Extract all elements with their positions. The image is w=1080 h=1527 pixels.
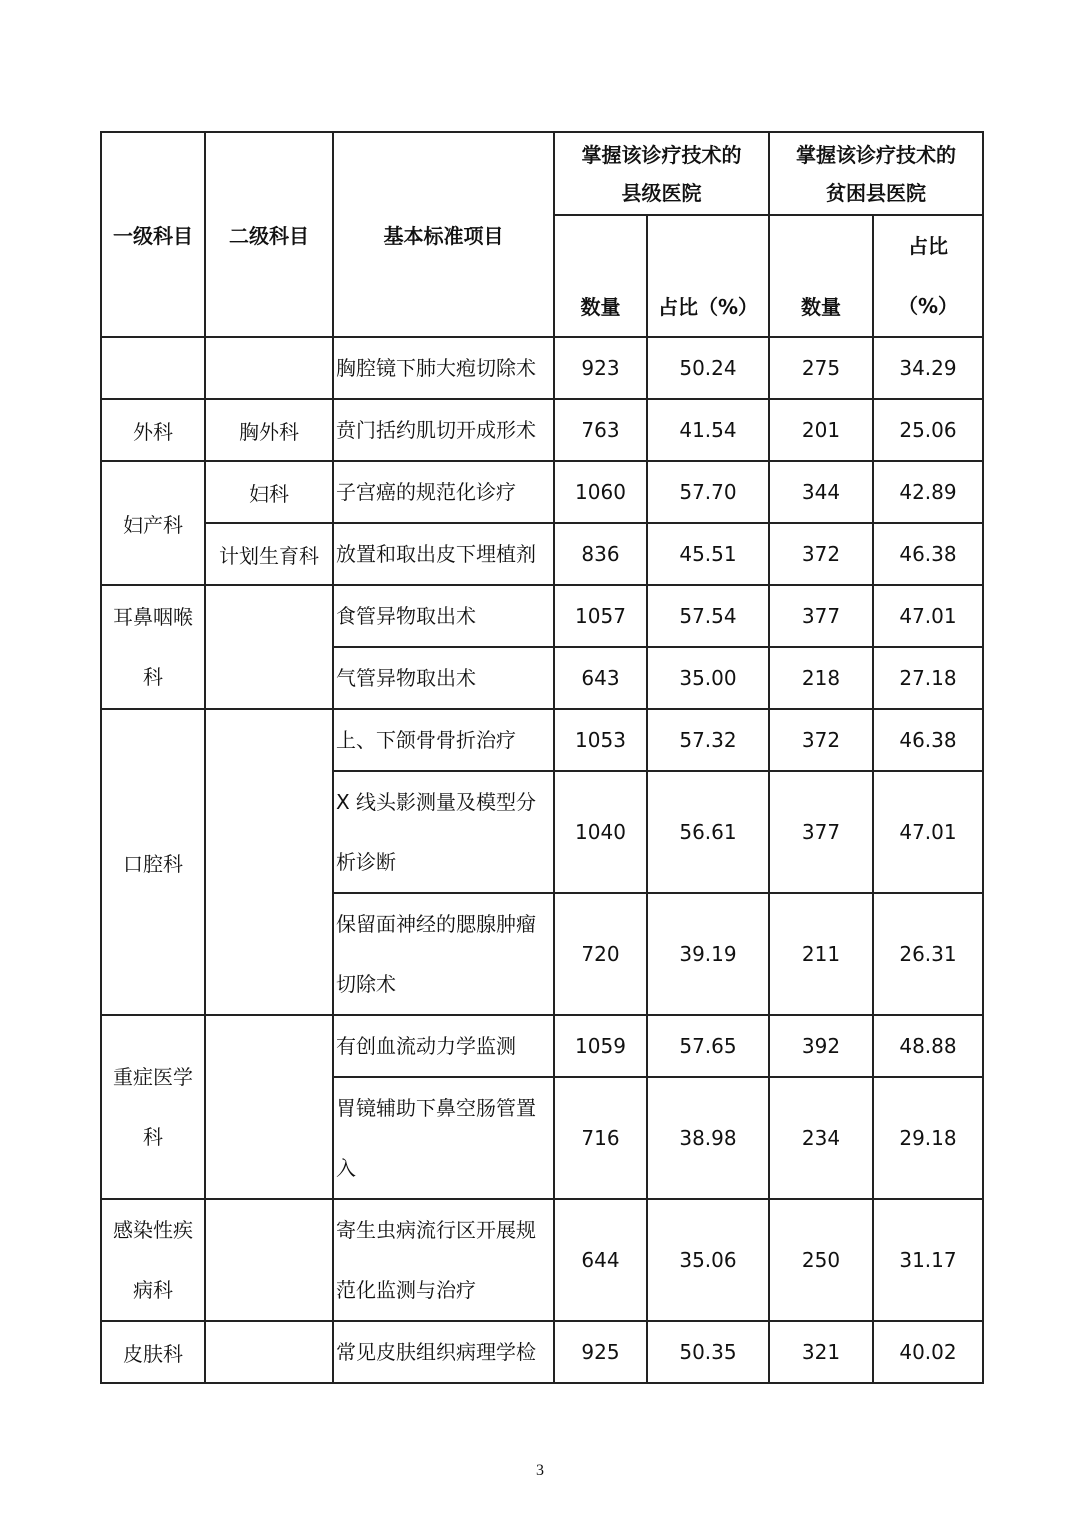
cell-ratio-2: 31.17 [873, 1199, 983, 1321]
cell-dept: 口腔科 [101, 709, 205, 1015]
cell-dept: 重症医学 科 [101, 1015, 205, 1199]
cell-sub [205, 709, 333, 1015]
cell-dept: 皮肤科 [101, 1321, 205, 1383]
cell-ratio-2: 47.01 [873, 585, 983, 647]
header-project: 基本标准项目 [333, 132, 554, 337]
table-row [101, 709, 983, 771]
cell-project: 常见皮肤组织病理学检 [333, 1321, 554, 1383]
cell-count-2: 377 [769, 771, 873, 893]
cell-ratio: 57.54 [647, 585, 769, 647]
cell-sub [205, 337, 333, 399]
cell-count-2: 201 [769, 399, 873, 461]
cell-count: 720 [554, 893, 647, 1015]
header-county-group: 掌握该诊疗技术的 县级医院 [554, 132, 769, 215]
cell-project: 胸腔镜下肺大疱切除术 [333, 337, 554, 399]
cell-ratio: 57.32 [647, 709, 769, 771]
cell-sub: 胸外科 [205, 399, 333, 461]
cell-count-2: 275 [769, 337, 873, 399]
cell-ratio-2: 47.01 [873, 771, 983, 893]
table-row [101, 1015, 983, 1077]
header-ratio: 占比（%） [647, 215, 769, 337]
table-row [101, 399, 983, 461]
cell-dept: 感染性疾 病科 [101, 1199, 205, 1321]
cell-ratio-2: 46.38 [873, 709, 983, 771]
cell-sub [205, 1321, 333, 1383]
cell-count-2: 234 [769, 1077, 873, 1199]
cell-count-2: 392 [769, 1015, 873, 1077]
cell-ratio: 35.06 [647, 1199, 769, 1321]
cell-count: 1059 [554, 1015, 647, 1077]
table-row [101, 523, 983, 585]
cell-project: 寄生虫病流行区开展规 范化监测与治疗 [333, 1199, 554, 1321]
cell-project: 上、下颌骨骨折治疗 [333, 709, 554, 771]
cell-ratio: 41.54 [647, 399, 769, 461]
cell-count: 1060 [554, 461, 647, 523]
cell-count-2: 372 [769, 523, 873, 585]
cell-ratio-2: 40.02 [873, 1321, 983, 1383]
cell-ratio: 57.65 [647, 1015, 769, 1077]
cell-count: 763 [554, 399, 647, 461]
cell-sub: 妇科 [205, 461, 333, 523]
cell-ratio-2: 34.29 [873, 337, 983, 399]
page-number: 3 [536, 1462, 544, 1479]
cell-project: 食管异物取出术 [333, 585, 554, 647]
cell-project: 放置和取出皮下埋植剂 [333, 523, 554, 585]
cell-count-2: 372 [769, 709, 873, 771]
cell-project: 胃镜辅助下鼻空肠管置 入 [333, 1077, 554, 1199]
cell-count-2: 218 [769, 647, 873, 709]
cell-sub [205, 1015, 333, 1199]
cell-ratio: 50.24 [647, 337, 769, 399]
cell-count: 716 [554, 1077, 647, 1199]
cell-project: 保留面神经的腮腺肿瘤 切除术 [333, 893, 554, 1015]
cell-ratio: 39.19 [647, 893, 769, 1015]
cell-dept: 耳鼻咽喉 科 [101, 585, 205, 709]
cell-sub [205, 585, 333, 709]
table-row [101, 1199, 983, 1321]
cell-sub: 计划生育科 [205, 523, 333, 585]
cell-ratio-2: 46.38 [873, 523, 983, 585]
cell-count: 644 [554, 1199, 647, 1321]
header-ratio-2: 占比 （%） [873, 215, 983, 337]
cell-ratio: 35.00 [647, 647, 769, 709]
header-poor-group: 掌握该诊疗技术的 贫困县医院 [769, 132, 983, 215]
cell-project: 子宫癌的规范化诊疗 [333, 461, 554, 523]
cell-count: 836 [554, 523, 647, 585]
cell-count: 923 [554, 337, 647, 399]
header-level2: 二级科目 [205, 132, 333, 337]
cell-count: 643 [554, 647, 647, 709]
cell-count: 1053 [554, 709, 647, 771]
header-count: 数量 [554, 215, 647, 337]
table-row [101, 1321, 983, 1383]
table-row [101, 337, 983, 399]
cell-dept [101, 337, 205, 399]
cell-ratio-2: 27.18 [873, 647, 983, 709]
cell-ratio-2: 42.89 [873, 461, 983, 523]
cell-ratio-2: 48.88 [873, 1015, 983, 1077]
cell-project: 气管异物取出术 [333, 647, 554, 709]
cell-project: X 线头影测量及模型分 析诊断 [333, 771, 554, 893]
cell-count: 1057 [554, 585, 647, 647]
cell-count-2: 321 [769, 1321, 873, 1383]
cell-count: 1040 [554, 771, 647, 893]
cell-ratio: 57.70 [647, 461, 769, 523]
table-row [101, 585, 983, 647]
cell-project: 有创血流动力学监测 [333, 1015, 554, 1077]
cell-ratio: 45.51 [647, 523, 769, 585]
header-level1: 一级科目 [101, 132, 205, 337]
cell-count-2: 377 [769, 585, 873, 647]
cell-ratio: 56.61 [647, 771, 769, 893]
cell-ratio-2: 26.31 [873, 893, 983, 1015]
cell-count-2: 211 [769, 893, 873, 1015]
cell-sub [205, 1199, 333, 1321]
cell-ratio-2: 29.18 [873, 1077, 983, 1199]
header-count-2: 数量 [769, 215, 873, 337]
cell-ratio: 50.35 [647, 1321, 769, 1383]
table-row [101, 461, 983, 523]
cell-dept: 妇产科 [101, 461, 205, 585]
cell-count-2: 344 [769, 461, 873, 523]
cell-project: 贲门括约肌切开成形术 [333, 399, 554, 461]
cell-count: 925 [554, 1321, 647, 1383]
cell-dept: 外科 [101, 399, 205, 461]
data-table [100, 131, 984, 1384]
cell-ratio: 38.98 [647, 1077, 769, 1199]
cell-ratio-2: 25.06 [873, 399, 983, 461]
cell-count-2: 250 [769, 1199, 873, 1321]
